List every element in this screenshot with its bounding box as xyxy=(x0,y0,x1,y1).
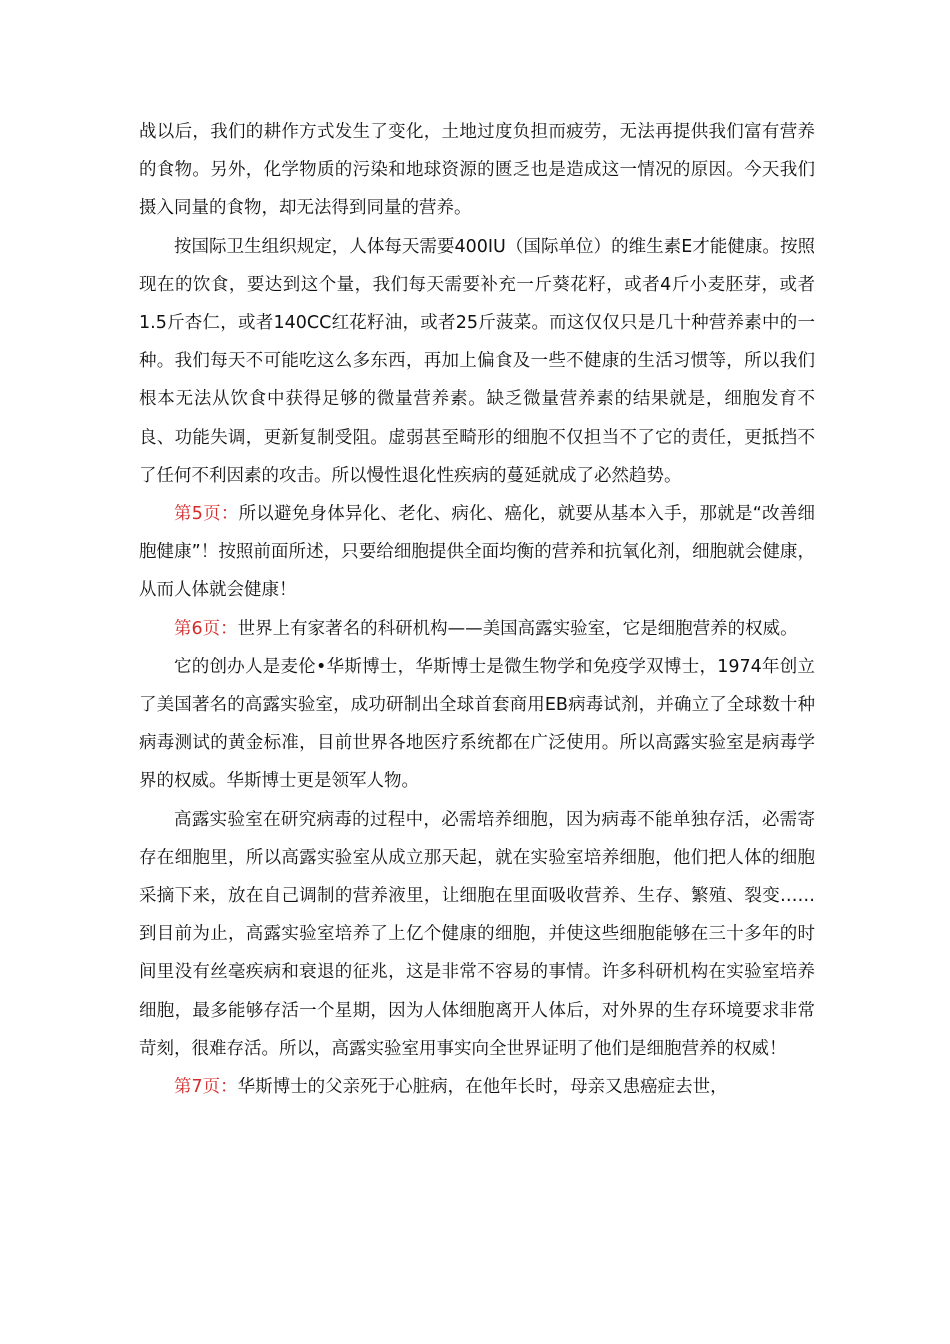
paragraph-7 xyxy=(139,1068,815,1106)
paragraph-text: 它的创办人是麦伦•华斯博士，华斯博士是微生物学和免疫学双博士，1974年创立了美国著名的高露实验室，成功研制出全球首套商用EB病毒试剂，并确立了全球数十种病毒测试的黄金标准，目前世界各地医疗系统都在广泛使用。所以高露实验室是病毒学界的权威。华斯博士更是领军人物。 xyxy=(139,656,815,792)
page-reference-label: 第7页： xyxy=(174,1077,238,1098)
paragraph-text: 按国际卫生组织规定，人体每天需要400IU（国际单位）的维生素E才能健康。按照现在的饮食，要达到这个量，我们每天需要补充一斤葵花籽，或者4斤小麦胚芽，或者1.5斤杏仁，或者140CC红花籽油，或者25斤菠菜。而这仅仅只是几十种营养素中的一种。我们每天不可能吃这么多东西，再加上偏食及一些不健康的生活习惯等，所以我们根本无法从饮食中获得足够的微量营养素。缺乏微量营养素的结果就是，细胞发育不良、功能失调，更新复制受阻。虚弱甚至畸形的细胞不仅担当不了它的责任，更抵挡不了任何不利因素的攻击。所以慢性退化性疾病的蔓延就成了必然趋势。 xyxy=(139,236,815,486)
paragraph-text: 世界上有家著名的科研机构——美国高露实验室，它是细胞营养的权威。 xyxy=(237,618,798,639)
paragraph-3 xyxy=(139,495,815,610)
document-page xyxy=(139,113,815,1106)
paragraph-5 xyxy=(139,648,815,801)
paragraph-6 xyxy=(139,801,815,1068)
paragraph-2 xyxy=(139,228,815,495)
page-reference-label: 第6页： xyxy=(174,618,238,639)
paragraph-text: 高露实验室在研究病毒的过程中，必需培养细胞，因为病毒不能单独存活，必需寄存在细胞里，所以高露实验室从成立那天起，就在实验室培养细胞，他们把人体的细胞采摘下来，放在自己调制的营养液里，让细胞在里面吸收营养、生存、繁殖、裂变……到目前为止，高露实验室培养了上亿个健康的细胞，并使这些细胞能够在三十多年的时间里没有丝毫疾病和衰退的征兆，这是非常不容易的事情。许多科研机构在实验室培养细胞，最多能够存活一个星期，因为人体细胞离开人体后，对外界的生存环境要求非常苛刻，很难存活。所以，高露实验室用事实向全世界证明了他们是细胞营养的权威！ xyxy=(139,809,815,1059)
paragraph-text: 战以后，我们的耕作方式发生了变化，土地过度负担而疲劳，无法再提供我们富有营养的食物。另外，化学物质的污染和地球资源的匮乏也是造成这一情况的原因。今天我们摄入同量的食物，却无法得到同量的营养。 xyxy=(139,122,815,219)
paragraph-1 xyxy=(139,113,815,228)
paragraph-text: 华斯博士的父亲死于心脏病，在他年长时，母亲又患癌症去世， xyxy=(237,1077,728,1098)
paragraph-text: 所以避免身体异化、老化、病化、癌化，就要从基本入手，那就是“改善细胞健康”！按照前面所述，只要给细胞提供全面均衡的营养和抗氧化剂，细胞就会健康，从而人体就会健康！ xyxy=(139,504,815,601)
paragraph-4 xyxy=(139,610,815,648)
page-reference-label: 第5页： xyxy=(174,504,239,525)
